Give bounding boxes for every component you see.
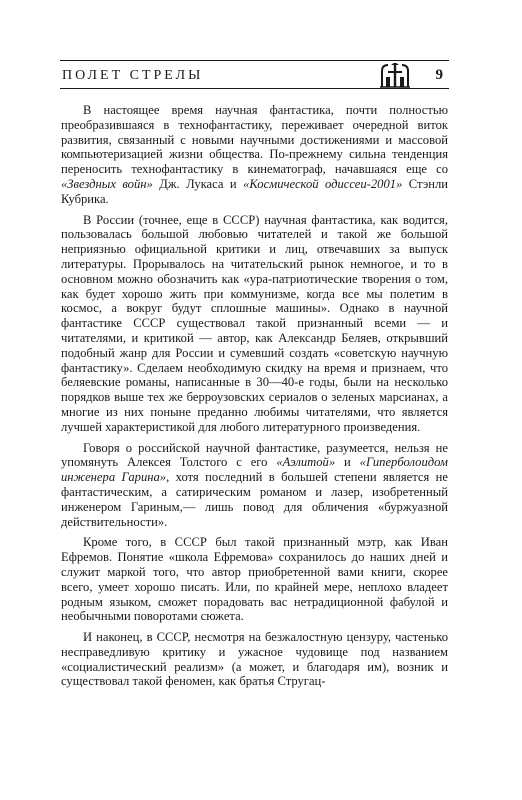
text-span: , хотя последний в большей степени является не фантастическим, а сатирическим романом и лазер, изобретенный инженером Гариным,— лишь повод для обличения «буржуазной действительности». (61, 470, 448, 529)
italic-title: «Звездных войн» (61, 176, 153, 191)
body-text (61, 103, 448, 695)
running-header (60, 60, 449, 90)
page-number: 9 (435, 67, 443, 83)
italic-title: «Космической одиссеи-2001» (243, 176, 403, 191)
paragraph (61, 441, 448, 530)
italic-title: «Гиперболоидом инженера Гарина» (61, 455, 448, 485)
text-span: Дж. Лукаса и (152, 176, 244, 191)
text-span: Говоря о российской научной фантастике, разумеется, нельзя не упомянуть Алексея Толстого с его (61, 440, 448, 470)
text-span: и (335, 455, 360, 470)
italic-title: «Аэлитой» (276, 455, 336, 470)
header-top-rule (60, 60, 449, 61)
header-bottom-rule (60, 88, 449, 89)
paragraph: Кроме того, в СССР был такой признанный мэтр, как Иван Ефремов. Понятие «школа Ефремова» сохранилось до наших дней и служит маркой того, что автор приобретенной вами книги, скорее всего, умеет хорошо писать. Или, по крайней мере, неплохо владеет родным языком, сможет порадовать вас нетрадиционной фабулой и необычными поворотами сюжета. (61, 535, 448, 624)
text-span: Стэнли Кубрика. (61, 176, 449, 206)
text-span: В настоящее время научная фантастика, почти полностью преобразившаяся в технофантастику, переживает очередной виток развития, связанный с новыми научными достижениями и массовой компьютеризацией жизни общества. По-прежнему сильна тенденция переносить технофантастику в кинематограф, начавшаяся еще со (61, 103, 448, 177)
paragraph (61, 103, 448, 207)
paragraph: В России (точнее, еще в СССР) научная фантастика, как водится, пользовалась большой любовью читателей и такой же большой неприязнью официальной критики и лиц, отвечавших за выпуск литературы. Прорывалось на читательский рынок немногое, и то в основном можно обозначить как «ура-патриотические творения о том, как будет хорошо жить при коммунизме, когда все мы полетим в космос, а вокруг будут сплошные машины». Однако в научной фантастике СССР существовал такой признанный всеми — и читателями, и критикой — автор, как Александр Беляев, открывший подобный жанр для России и сумевший создать «советскую научную фантастику». Сделаем необходимую скидку на время и признаем, что беляевские романы, написанные в 30—40-е годы, были на несколько порядков выше тех же берроузовских сериалов о зеленых марсианах, а многие из них поныне преданно любимы читателями, что является лучшей характеристикой для любого литературного произведения. (61, 212, 448, 434)
bow-and-arrow-icon (378, 63, 412, 88)
paragraph: И наконец, в СССР, несмотря на безжалостную цензуру, частенько несправедливую критику и ужасное чудовище под названием «социалистический реализм» (а может, и благодаря им), возник и существовал такой феномен, как братья Стругац- (61, 630, 448, 689)
running-title: ПОЛЕТ СТРЕЛЫ (62, 68, 204, 83)
